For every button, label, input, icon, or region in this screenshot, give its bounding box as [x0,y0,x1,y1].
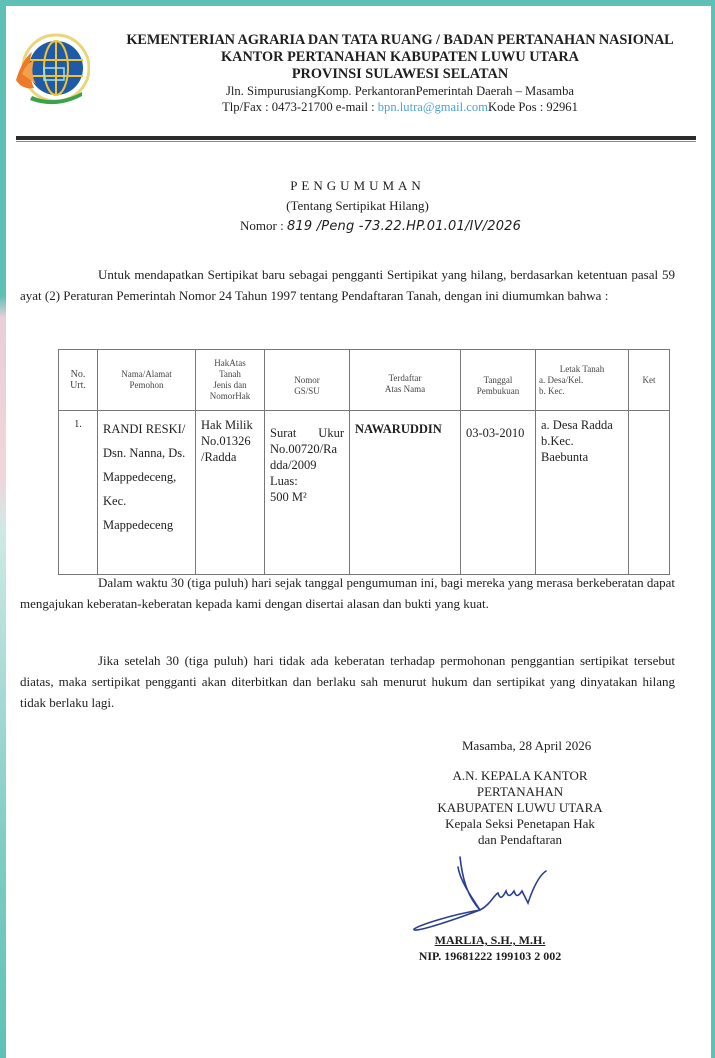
col-ket: Ket [629,350,670,411]
cell-tanggal: 03-03-2010 [461,411,536,575]
postal-code: Kode Pos : 92961 [487,100,578,114]
table-row [59,411,670,575]
reference-number [240,218,521,234]
col-letak: Letak Tanah a. Desa/Kel. b. Kec. [536,350,629,411]
signatory-block: A.N. KEPALA KANTOR PERTANAHAN KABUPATEN LUWU UTARA Kepala Seksi Penetapan Hak dan Pendaftaran [437,768,603,847]
cell-nama: RANDI RESKI/ Dsn. Nanna, Ds. Mappedeceng, Kec. Mappedeceng [98,411,196,575]
email-link[interactable]: bpn.lutra@gmail.com [377,100,488,114]
signatory-name: MARLIA, S.H., M.H. [434,933,546,947]
col-nama: Nama/Alamat Pemohon [98,350,196,411]
issuance-paragraph: Jika setelah 30 (tiga puluh) hari tidak ada keberatan terhadap permohonan penggantian sertipikat tersebut diatas, maka sertipikat pengganti akan diterbitkan dan berlaku sah menurut hukum dan sertipikat yang dinyatakan hilang tidak berlaku lagi. [20,653,675,710]
office-contact [100,99,700,115]
objection-paragraph: Dalam waktu 30 (tiga puluh) hari sejak tanggal pengumuman ini, bagi mereka yang merasa berkeberatan dapat mengajukan keberatan-keberatan kepada kami dengan disertai alasan dan bukti yang kuat. [20,575,675,611]
signatory-name-block [380,932,600,964]
col-no: No. Urt. [59,350,98,411]
cell-ket [629,411,670,575]
col-hak: HakAtas Tanah Jenis dan NomorHak [196,350,265,411]
contact-prefix: Tlp/Fax : 0473-21700 e-mail : [222,100,378,114]
header-divider-thin [16,141,696,142]
announcement-title [0,176,715,216]
nomor-label: Nomor : [240,218,287,233]
cell-hak: Hak Milik No.01326 /Radda [196,411,265,575]
cell-letak: a. Desa Radda b.Kec. Baebunta [536,411,629,575]
cell-terdaftar: NAWARUDDIN [350,411,461,575]
office-name: KANTOR PERTANAHAN KABUPATEN LUWU UTARA [221,49,579,65]
cell-no: 1. [59,411,98,575]
col-tanggal: Tanggal Pembukuan [461,350,536,411]
certificate-table [58,349,670,575]
ministry-name: KEMENTERIAN AGRARIA DAN TATA RUANG / BADAN PERTANAHAN NASIONAL [126,32,674,48]
subtitle: (Tentang Sertipikat Hilang) [286,198,429,213]
signature-icon [410,855,550,935]
table-header-row [59,350,670,411]
bpn-globe-logo-icon [12,30,90,110]
signatory-nip: NIP. 19681222 199103 2 002 [418,949,562,963]
office-address: Jln. SimpurusiangKomp. PerkantoranPemerintah Daerah – Masamba [225,84,574,98]
letterhead [100,32,700,115]
cell-gs: Surat Ukur No.00720/Ra dda/2009 Luas: 500 M² [265,411,350,575]
header-divider [16,136,696,140]
heading: PENGUMUMAN [290,178,425,193]
province-name: PROVINSI SULAWESI SELATAN [291,66,509,82]
nomor-value: 819 /Peng -73.22.HP.01.01/IV/2026 [286,219,522,234]
intro-paragraph: Untuk mendapatkan Sertipikat baru sebagai pengganti Sertipikat yang hilang, berdasarkan ketentuan pasal 59 ayat (2) Peraturan Pemerintah Nomor 24 Tahun 1997 tentang Pendaftaran Tanah, dengan ini diumumkan bahwa : [20,267,675,303]
col-gs: Nomor GS/SU [265,350,350,411]
place-date: Masamba, 28 April 2026 [462,738,592,753]
col-terdaftar: Terdaftar Atas Nama [350,350,461,411]
